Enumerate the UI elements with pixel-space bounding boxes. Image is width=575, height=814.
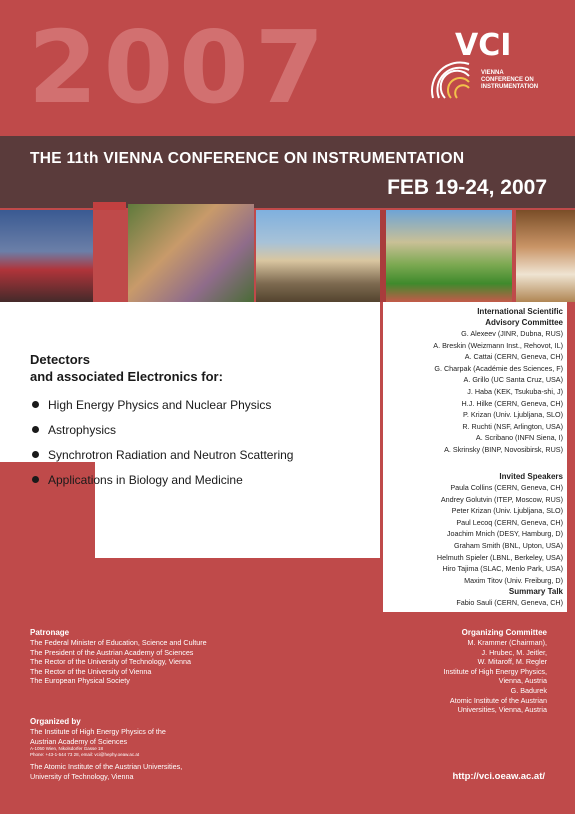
- list-item: J. Haba (KEK, Tsukuba-shi, J): [467, 386, 563, 396]
- list-item: Andrey Golutvin (ITEP, Moscow, RUS): [440, 494, 563, 504]
- list-item: A. Skrinsky (BINP, Novosibirsk, RUS): [444, 444, 563, 454]
- list-item: Atomic Institute of the Austrian: [449, 695, 547, 705]
- list-item: W. Mitaroff, M. Regler: [477, 657, 547, 667]
- list-item: Hiro Tajima (SLAC, Menlo Park, USA): [442, 564, 563, 574]
- year-watermark: 2007: [28, 9, 331, 126]
- conference-title: THE 11th VIENNA CONFERENCE ON INSTRUMENTATION: [30, 150, 465, 167]
- logo-line: VIENNA: [481, 70, 504, 76]
- topics-list: [32, 397, 293, 497]
- list-item: Peter Krizan (Univ. Ljubljana, SLO): [451, 506, 563, 516]
- logo-line: INSTRUMENTATION: [481, 84, 539, 90]
- topics-heading: [30, 351, 223, 385]
- list-item: The Federal Minister of Education, Science and Culture: [30, 638, 207, 647]
- list-item: [32, 397, 293, 422]
- patronage-section: [30, 627, 207, 686]
- advisory-list: [383, 328, 563, 456]
- list-item: H.J. Hilke (CERN, Geneva, CH): [461, 398, 563, 408]
- list-item: Institute of High Energy Physics,: [443, 666, 547, 676]
- list-item: R. Ruchti (NSF, Arlington, USA): [462, 421, 563, 431]
- photo-cafe: [516, 210, 575, 302]
- list-item: Paul Lecoq (CERN, Geneva, CH): [456, 517, 563, 527]
- list-item: Helmuth Spieler (LBNL, Berkeley, USA): [436, 552, 563, 562]
- invited-list: [383, 482, 563, 586]
- topics-heading-line: Detectors: [30, 352, 90, 367]
- list-item: J. Hrubec, M. Jeitler,: [481, 647, 547, 657]
- organizer-address: A-1050 Wien, Nikolsdorfer Gasse 18: [30, 746, 104, 752]
- invited-heading: Invited Speakers: [499, 472, 563, 481]
- topic-label: High Energy Physics and Nuclear Physics: [48, 398, 272, 412]
- list-item: A. Breskin (Weizmann Inst., Rehovot, IL): [433, 340, 563, 350]
- bullet-icon: [32, 451, 39, 458]
- list-item: Maxim Titov (Univ. Freiburg, D): [464, 575, 563, 585]
- summary-speaker: Fabio Sauli (CERN, Geneva, CH): [456, 598, 563, 608]
- list-item: The President of the Austrian Academy of Sciences: [30, 647, 194, 657]
- photo-tram: [0, 210, 93, 302]
- list-item: G. Alexeev (JINR, Dubna, RUS): [461, 329, 563, 338]
- conference-date: FEB 19-24, 2007: [387, 176, 547, 199]
- list-item: The European Physical Society: [30, 676, 130, 686]
- organized-heading: Organized by: [30, 717, 81, 726]
- organized-section: [30, 716, 182, 781]
- logo-line: CONFERENCE ON: [481, 77, 534, 83]
- photo-strip: [0, 210, 575, 302]
- list-item: G. Charpak (Académie des Sciences, F): [434, 363, 563, 373]
- accent-strip: [380, 210, 386, 302]
- list-item: A. Cattai (CERN, Geneva, CH): [464, 352, 563, 362]
- photo-hofburg-carriage: [256, 210, 380, 302]
- organizer-line: Austrian Academy of Sciences: [30, 736, 128, 746]
- list-item: [32, 447, 293, 472]
- organizing-committee: [444, 627, 547, 715]
- website-link[interactable]: http://vci.oeaw.ac.at/: [452, 771, 545, 782]
- list-item: A. Grillo (UC Santa Cruz, USA): [463, 375, 563, 385]
- logo-acronym: VCI: [455, 28, 512, 63]
- organizer-line: The Atomic Institute of the Austrian Universities,: [30, 762, 183, 772]
- advisory-heading-line: Advisory Committee: [485, 318, 563, 327]
- topic-label: Astrophysics: [48, 423, 117, 437]
- organizing-heading: Organizing Committee: [461, 628, 547, 637]
- organizer-contact: Phone: +43-1-544 73 28, email: vci@hephy.oeaw.ac.at: [30, 752, 140, 758]
- topics-heading-line: and associated Electronics for:: [30, 369, 223, 384]
- list-item: Universities, Vienna, Austria: [457, 705, 547, 715]
- list-item: A. Scribano (INFN Siena, I): [475, 433, 563, 443]
- bullet-icon: [32, 426, 39, 433]
- accent-strip: [93, 202, 126, 210]
- bullet-icon: [32, 401, 39, 408]
- list-item: Vienna, Austria: [498, 676, 547, 686]
- photo-schonbrunn: [386, 210, 512, 302]
- list-item: [32, 472, 293, 497]
- list-item: G. Badurek: [510, 685, 547, 695]
- vci-logo: [425, 28, 565, 108]
- logo-arcs-icon: [425, 58, 481, 106]
- advisory-heading-line: International Scientific: [477, 307, 563, 316]
- logo-subtitle: [481, 70, 538, 91]
- list-item: Joachim Mnich (DESY, Hamburg, D): [446, 529, 563, 539]
- list-item: [32, 422, 293, 447]
- list-item: The Rector of the University of Vienna: [30, 666, 152, 676]
- advisory-committee: [383, 306, 563, 456]
- invited-speakers: [383, 471, 563, 609]
- patronage-heading: Patronage: [30, 628, 70, 637]
- topic-label: Applications in Biology and Medicine: [48, 473, 243, 487]
- topic-label: Synchrotron Radiation and Neutron Scattering: [48, 448, 294, 462]
- list-item: The Rector of the University of Technology, Vienna: [30, 657, 192, 667]
- list-item: Graham Smith (BNL, Upton, USA): [453, 540, 563, 550]
- summary-heading: Summary Talk: [508, 587, 563, 597]
- list-item: M. Krammer (Chairman),: [467, 638, 547, 647]
- advisory-heading: [383, 306, 563, 328]
- list-item: Paula Collins (CERN, Geneva, CH): [450, 483, 563, 492]
- organizer-line: University of Technology, Vienna: [30, 771, 134, 781]
- photo-hundertwasserhaus: [128, 204, 254, 302]
- organizer-line: The Institute of High Energy Physics of the: [30, 727, 166, 736]
- bullet-icon: [32, 476, 39, 483]
- list-item: P. Krizan (Univ. Ljubljana, SLO): [462, 410, 563, 420]
